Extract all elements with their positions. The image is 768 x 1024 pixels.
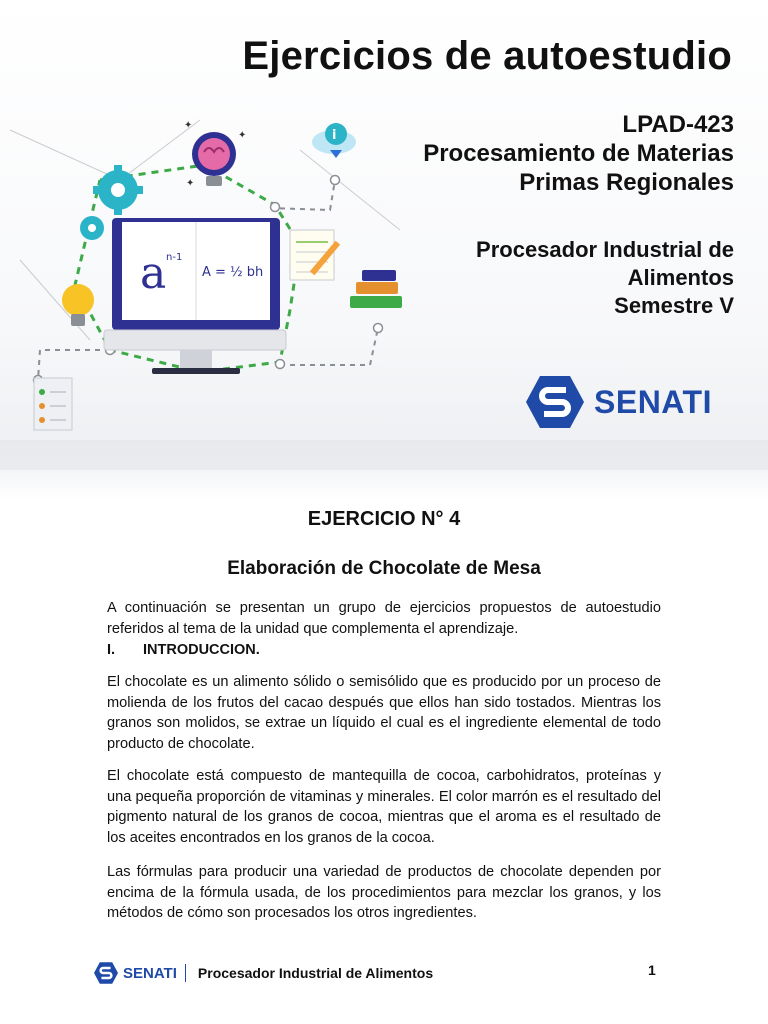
senati-logo-icon <box>94 962 118 984</box>
senati-logo-icon <box>526 376 584 428</box>
svg-text:✦: ✦ <box>184 120 193 131</box>
svg-text:i: i <box>332 128 337 143</box>
paragraph-1 <box>107 672 661 754</box>
document-title: Ejercicios de autoestudio <box>242 34 732 78</box>
course-code: LPAD-423 <box>622 111 734 138</box>
paragraph-text: El chocolate está compuesto de mantequilla de cocoa, carbohidratos, proteínas y una pequeña proporción de vitaminas y minerales. El color marrón es el resultado del pigmento natural de los granos de cocoa, mientras que el aroma es el resultado de los aceites encontrados en los granos de la cocoa. <box>107 768 661 846</box>
svg-text:✦: ✦ <box>186 178 195 189</box>
notepad-icon <box>290 230 340 280</box>
board-left-exponent: n-1 <box>166 252 183 263</box>
program-line-1: Procesador Industrial de <box>476 237 734 262</box>
books-icon <box>350 270 402 308</box>
svg-text:✦: ✦ <box>238 130 247 141</box>
paragraph-2 <box>107 766 661 848</box>
exercise-title: EJERCICIO N° 4 <box>307 508 461 530</box>
paragraph-text: Las fórmulas para producir una variedad de productos de chocolate dependen por encima de la fórmula usada, de los procedimientos para mezclar los granos, y los métodos de cómo son procesados los otros ingredientes. <box>107 864 661 921</box>
footer-senati-wordmark: SENATI <box>123 964 177 982</box>
footer-program: Procesador Industrial de Alimentos <box>197 965 434 981</box>
course-name-line-1: Procesamiento de Materias <box>423 140 734 167</box>
page-footer <box>94 958 674 988</box>
program-line-2: Alimentos <box>627 265 734 290</box>
senati-logo <box>526 374 726 430</box>
info-cloud-icon <box>312 123 356 158</box>
header-shadow <box>0 440 768 500</box>
brain-bulb-icon <box>184 120 246 189</box>
program-block <box>476 236 734 320</box>
intro-paragraph <box>107 598 661 639</box>
paragraph-3 <box>107 862 661 924</box>
section-number: I. <box>107 642 116 658</box>
course-name-line-2: Primas Regionales <box>519 169 734 196</box>
page-number: 1 <box>648 962 656 978</box>
paragraph-text: El chocolate es un alimento sólido o semisólido que es producido por un proceso de molienda de los frutos del cacao después que ellos han sido tostados. Mientras los granos son molidos, se extrae un líquido el cual es el ingrediente elemental de todo producto de chocolate. <box>107 674 661 752</box>
semester: Semestre V <box>614 293 734 318</box>
intro-text: A continuación se presentan un grupo de ejercicios propuestos de autoestudio referidos al tema de la unidad que complementa el aprendizaje. <box>107 600 661 637</box>
lightbulb-icon <box>62 284 94 326</box>
board-left-text: a <box>140 248 167 299</box>
computer-illustration <box>0 110 420 440</box>
footer-divider <box>185 964 186 982</box>
section-heading <box>107 642 260 658</box>
senati-wordmark: SENATI <box>594 383 712 420</box>
checklist-icon <box>34 378 72 430</box>
board-right-text: A = ½ bh <box>202 265 264 280</box>
course-code-block <box>423 110 734 197</box>
dashed-gray-path-3 <box>38 350 110 380</box>
footer-logo <box>94 962 177 984</box>
dashed-gray-path-2 <box>280 328 378 365</box>
computer-monitor-icon <box>104 218 286 374</box>
exercise-subtitle: Elaboración de Chocolate de Mesa <box>227 558 541 579</box>
section-title: INTRODUCCION. <box>143 642 260 658</box>
header <box>0 0 768 470</box>
